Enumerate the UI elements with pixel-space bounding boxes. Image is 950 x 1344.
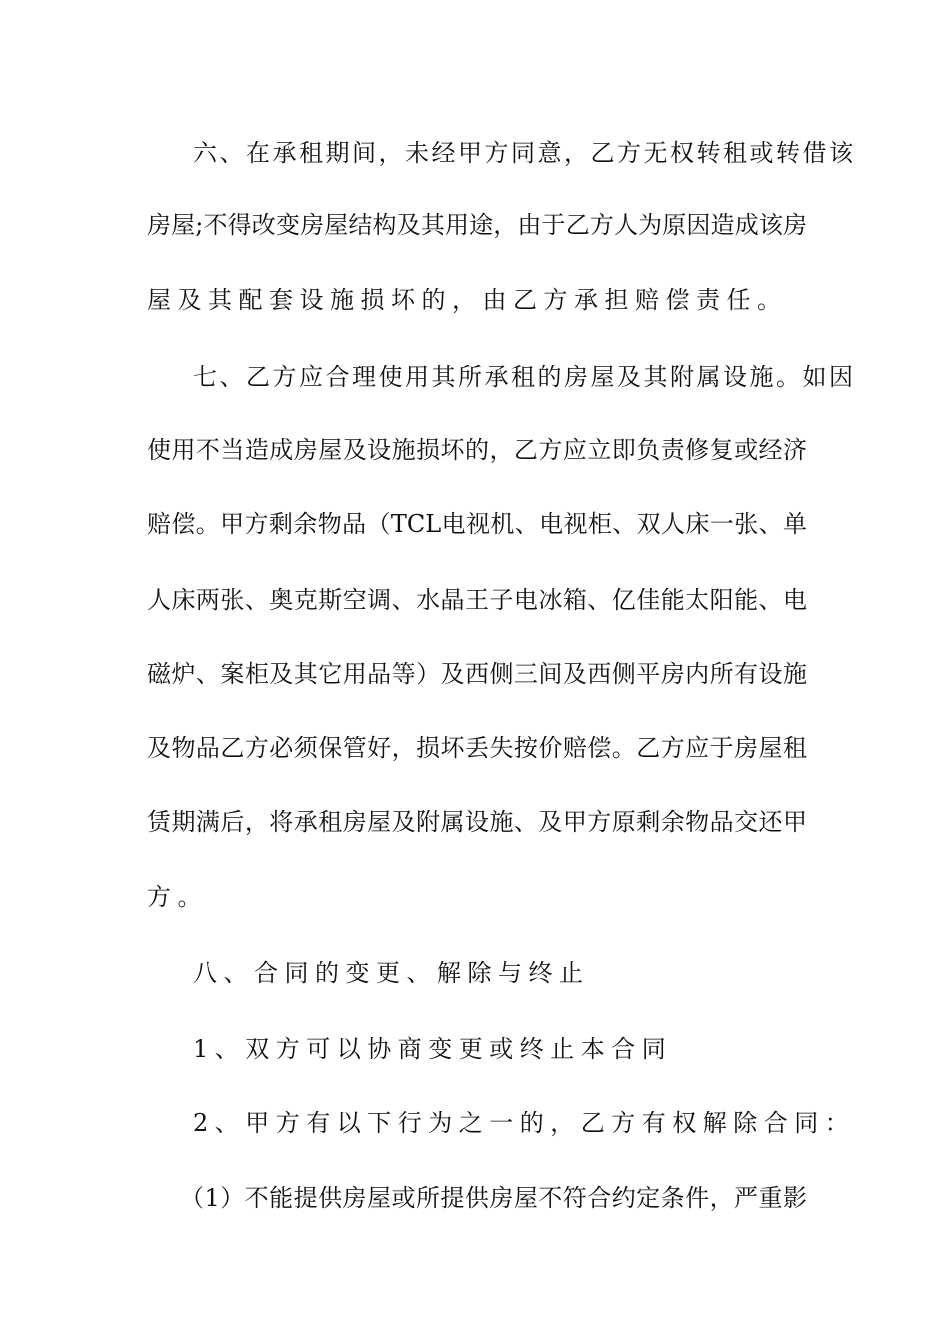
paragraph-line: 及物品乙方必须保管好，损坏丢失按价赔偿。乙方应于房屋租 — [147, 734, 807, 762]
paragraph-line: 屋及其配套设施损坏的，由乙方承担赔偿责任。 — [147, 286, 788, 314]
list-item: 1、双方可以协商变更或终止本合同 — [193, 1035, 673, 1063]
paragraph-line: 七、乙方应合理使用其所承租的房屋及其附属设施。如因 — [193, 363, 853, 391]
section-heading: 八、合同的变更、解除与终止 — [193, 959, 590, 987]
paragraph-line: 六、在承租期间，未经甲方同意，乙方无权转租或转借该 — [193, 139, 853, 167]
paragraph-line: 房屋;不得改变房屋结构及其用途，由于乙方人为原因造成该房 — [147, 211, 807, 239]
paragraph-line: 赁期满后，将承租房屋及附属设施、及甲方原剩余物品交还甲 — [147, 808, 807, 836]
paragraph-line: 方。 — [147, 883, 208, 911]
paragraph-line: 磁炉、案柜及其它用品等）及西侧三间及西侧平房内所有设施 — [147, 660, 807, 688]
list-item: （1）不能提供房屋或所提供房屋不符合约定条件，严重影 — [180, 1184, 807, 1212]
paragraph-line: 赔偿。甲方剩余物品（TCL电视机、电视柜、双人床一张、单 — [147, 510, 807, 538]
list-item: 2、甲方有以下行为之一的，乙方有权解除合同： — [193, 1109, 856, 1137]
paragraph-line: 使用不当造成房屋及设施损坏的，乙方应立即负责修复或经济 — [147, 436, 807, 464]
paragraph-line: 人床两张、奥克斯空调、水晶王子电冰箱、亿佳能太阳能、电 — [147, 586, 807, 614]
